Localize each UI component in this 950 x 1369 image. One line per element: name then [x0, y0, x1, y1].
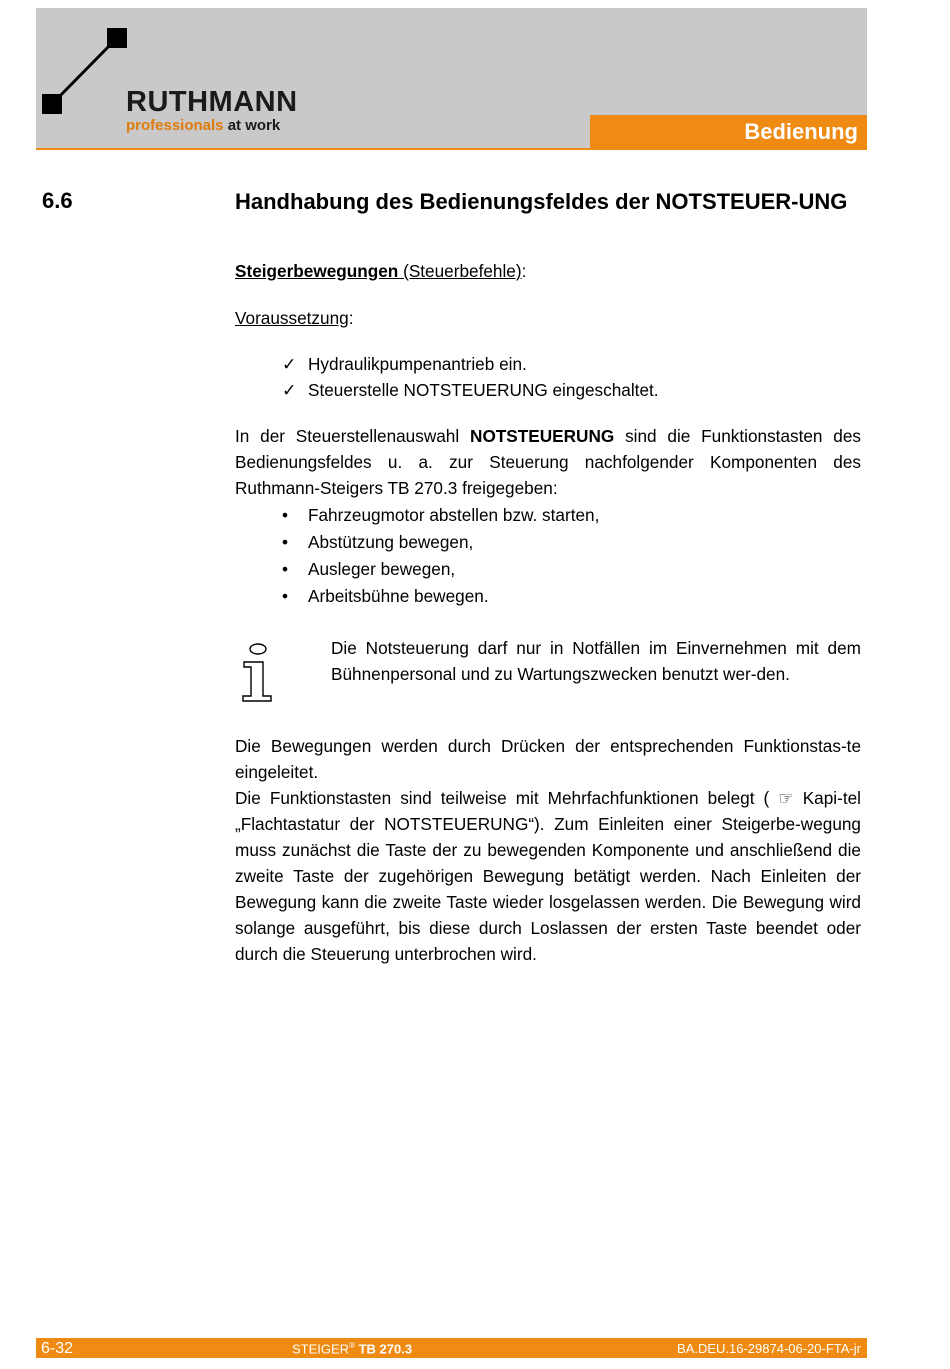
list-item: • Fahrzeugmotor abstellen bzw. starten, — [282, 502, 599, 529]
bullet-icon: • — [282, 586, 289, 606]
model-name: STEIGER® TB 270.3 — [292, 1341, 413, 1357]
section-number: 6.6 — [42, 188, 73, 213]
brand-name: RUTHMANN — [126, 86, 298, 118]
document-id: BA.DEU.16-29874-06-20-FTA-jr — [677, 1341, 861, 1356]
page-number: 6-32 — [41, 1340, 74, 1357]
check-mark-icon: ✓ — [282, 380, 297, 400]
info-note: Die Notsteuerung darf nur in Notfällen im Einvernehmen mit dem Bühnenpersonal und zu Wartungszwecken benutzt wer-den. — [331, 638, 861, 684]
list-item: ✓ Steuerstelle NOTSTEUERUNG eingeschaltet. — [282, 377, 659, 403]
bullet-icon: • — [282, 532, 289, 552]
info-icon — [238, 640, 278, 704]
header-divider — [36, 148, 867, 150]
steiger-label: Steigerbewegungen (Steuerbefehle) — [235, 261, 522, 281]
bullet-icon: • — [282, 559, 289, 579]
list-item: • Arbeitsbühne bewegen. — [282, 583, 599, 610]
section-band — [590, 115, 867, 149]
page-footer — [36, 1338, 867, 1358]
component-list — [282, 502, 599, 610]
brand-tagline — [126, 118, 280, 133]
paragraph-2: Die Funktionstasten sind teilweise mit Mehrfachfunktionen belegt ( ☞ Kapi-tel „Flachtastatur der NOTSTEUERUNG“). Zum Einleiten einer Steigerbe-wegung muss zunächst die Taste der zu bewegenden Komponente und anschließend die zweite Taste der zugehörigen Bewegung betätigt werden. Nach Einleiten der Bewegung kann die zweite Taste wieder losgelassen werden. Die Bewegung wird solange ausgeführt, bis diese durch Loslassen der ersten Taste beendet oder durch die Steuerung unterbrochen wird. — [235, 788, 861, 964]
list-item: • Abstützung bewegen, — [282, 529, 599, 556]
intro-paragraph: In der Steuerstellenauswahl NOTSTEUERUNG sind die Funktionstasten des Bedienungsfeldes u. a. zur Steuerung nachfolgender Komponenten des Ruthmann-Steigers TB 270.3 freigegeben: — [235, 426, 862, 498]
tagline-part-1: professionals — [126, 117, 224, 134]
check-mark-icon: ✓ — [282, 354, 297, 374]
prerequisite-heading: Voraussetzung: — [235, 308, 354, 328]
section-label: Bedienung — [744, 119, 858, 144]
prerequisite-label: Voraussetzung — [235, 308, 349, 328]
paragraph-1: Die Bewegungen werden durch Drücken der entsprechenden Funktionstas-te eingeleitet. — [235, 736, 861, 782]
steiger-heading: Steigerbewegungen (Steuerbefehle): — [235, 261, 527, 281]
prerequisite-list — [282, 351, 659, 403]
tagline-part-2: at work — [227, 117, 281, 134]
section-title: Handhabung des Bedienungsfeldes der NOTSTEUER-UNG — [235, 189, 848, 214]
list-item: ✓ Hydraulikpumpenantrieb ein. — [282, 351, 659, 377]
list-item: • Ausleger bewegen, — [282, 556, 599, 583]
bullet-icon: • — [282, 505, 289, 525]
